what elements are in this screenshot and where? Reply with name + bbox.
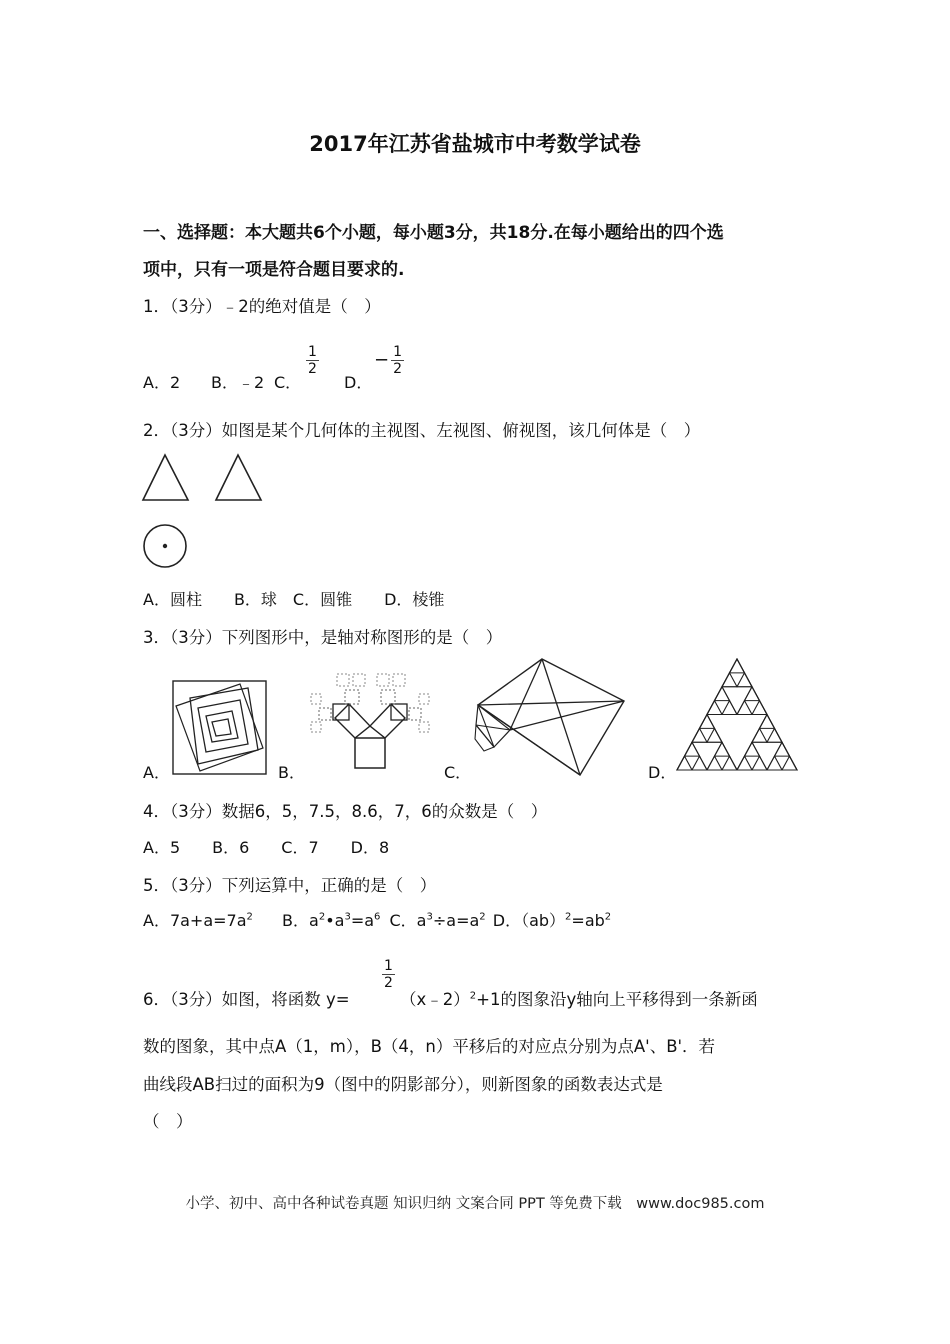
question-1-stem: 1．（3分）﹣2的绝对值是（ ） (143, 297, 381, 316)
question-3-label-a: A． (143, 763, 170, 782)
question-5-options (143, 908, 611, 931)
question-3-figure-d-sierpinski (674, 656, 800, 774)
question-5-option-c: C．$a^3\div a=a^2$ (389, 911, 486, 930)
question-4-options: A．5 B．6 C．7 D．8 (143, 838, 390, 857)
question-3-stem: 3．（3分）下列图形中，是轴对称图形的是（ ） (143, 628, 503, 647)
question-1-option-d: D． (344, 373, 373, 392)
page-footer: 小学、初中、高中各种试卷真题 知识归纳 文案合同 PPT 等免费下载 www.doc985.com (185, 1196, 765, 1212)
page-title: 2017年江苏省盐城市中考数学试卷 (309, 132, 641, 156)
top-view-center-dot (163, 544, 167, 548)
question-2-options: A．圆柱 B．球 C．圆锥 D．棱锥 (143, 590, 445, 609)
question-3-figure-b (305, 668, 435, 772)
question-6-line2: 数的图象，其中点A（1，m），B（4，n）平移后的对应点分别为点A'、B'．若 (143, 1037, 716, 1056)
question-3-label-c: C． (444, 763, 472, 782)
question-3-label-d: D． (648, 763, 677, 782)
question-5-option-a: A．$7a+a=7a^2$ (143, 911, 253, 930)
section-heading-line1: 一、选择题：本大题共6个小题，每小题3分，共18分.在每小题给出的四个选 (143, 223, 724, 243)
question-1-fraction-d: − $\frac{1}{2}$ (374, 344, 403, 377)
question-3-figure-c (470, 655, 630, 779)
question-2-stem: 2．（3分）如图是某个几何体的主视图、左视图、俯视图，该几何体是（ ） (143, 421, 701, 440)
front-view-triangle (143, 455, 188, 500)
question-1-fraction-c: $\frac{1}{2}$ (308, 344, 317, 377)
question-5-option-d: D．$(ab)^2=ab^2$ (492, 911, 612, 930)
question-1-option-c: C． (274, 373, 302, 392)
question-6-line1: 6．（3分）如图，将函数 y= (143, 990, 350, 1009)
question-4-stem: 4．（3分）数据6，5，7.5，8.6，7，6的众数是（ ） (143, 802, 548, 821)
question-5-option-b: B．$a^2•a^3=a^6$ (282, 911, 381, 930)
side-view-triangle (216, 455, 261, 500)
question-1-option-b: B．﹣2 (211, 373, 265, 392)
question-3-label-b: B． (278, 763, 305, 782)
question-2-three-views (140, 450, 270, 575)
question-5-stem: 5．（3分）下列运算中，正确的是（ ） (143, 876, 437, 895)
question-1-option-a: A．2 (143, 373, 181, 392)
question-6-fraction: $\frac{1}{2}$ (384, 958, 393, 991)
question-6-line1-rest: （x﹣2）$^2$+1的图象沿y轴向上平移得到一条新函 (400, 990, 758, 1009)
section-heading-line2: 项中，只有一项是符合题目要求的. (143, 260, 405, 280)
question-3-figure-a (170, 678, 270, 776)
question-6-line4: （ ） (143, 1112, 193, 1131)
question-6-line3: 曲线段AB扫过的面积为9（图中的阴影部分），则新图象的函数表达式是 (143, 1075, 663, 1094)
